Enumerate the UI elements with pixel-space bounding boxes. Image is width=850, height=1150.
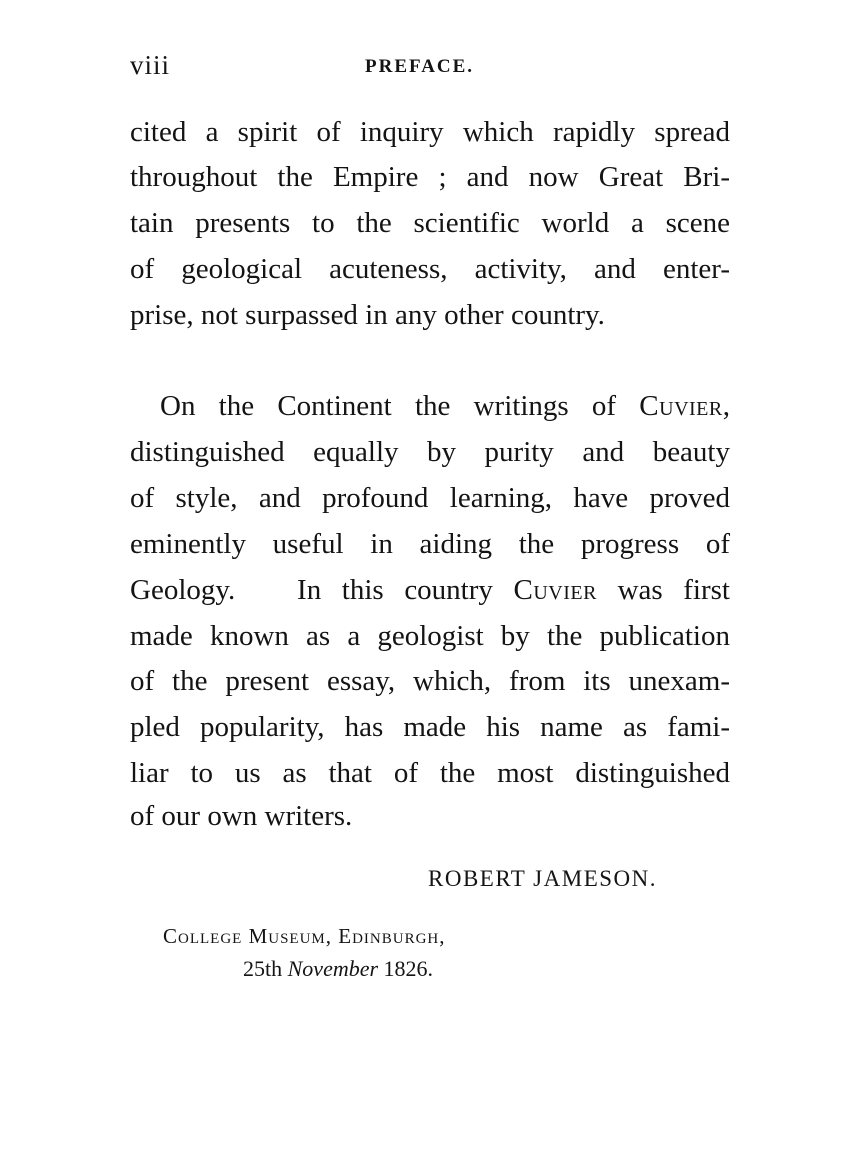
line-text: On the Continent the writings of	[160, 390, 640, 422]
author-name: Cuvier	[639, 390, 723, 422]
date-day: 25th	[243, 956, 283, 981]
text-line: of our own writers.	[130, 800, 353, 832]
running-title: PREFACE.	[365, 56, 475, 77]
text-line: of style, and profound learning, have proved	[130, 482, 730, 514]
text-line: throughout the Empire ; and now Great Bri-	[130, 161, 730, 193]
text-line: pled popularity, has made his name as fami-	[130, 711, 730, 743]
text-line: distinguished equally by purity and beauty	[130, 436, 730, 468]
text-line: of the present essay, which, from its unexam-	[130, 665, 730, 697]
text-line: tain presents to the scientific world a scene	[130, 207, 730, 239]
text-line: of geological acuteness, activity, and enter-	[130, 253, 730, 285]
date-line	[243, 956, 433, 982]
line-text: ,	[722, 390, 730, 422]
page-number: viii	[130, 50, 171, 80]
author-name: Cuvier	[513, 574, 597, 606]
place-line: College Museum, Edinburgh,	[163, 924, 446, 948]
text-line: liar to us as that of the most distinguished	[130, 757, 730, 789]
author-signature: ROBERT JAMESON.	[428, 866, 658, 891]
text-line	[160, 386, 730, 426]
date-month: November	[287, 956, 379, 981]
text-line: made known as a geologist by the publication	[130, 620, 730, 652]
text-line	[130, 570, 730, 610]
line-text: was first	[596, 574, 730, 606]
text-line: cited a spirit of inquiry which rapidly spread	[130, 116, 730, 148]
line-text: Geology. In this country	[130, 574, 514, 606]
page-header	[130, 50, 730, 86]
text-line: eminently useful in aiding the progress of	[130, 528, 730, 560]
date-year: 1826.	[383, 956, 434, 981]
text-line: prise, not surpassed in any other country.	[130, 299, 605, 331]
